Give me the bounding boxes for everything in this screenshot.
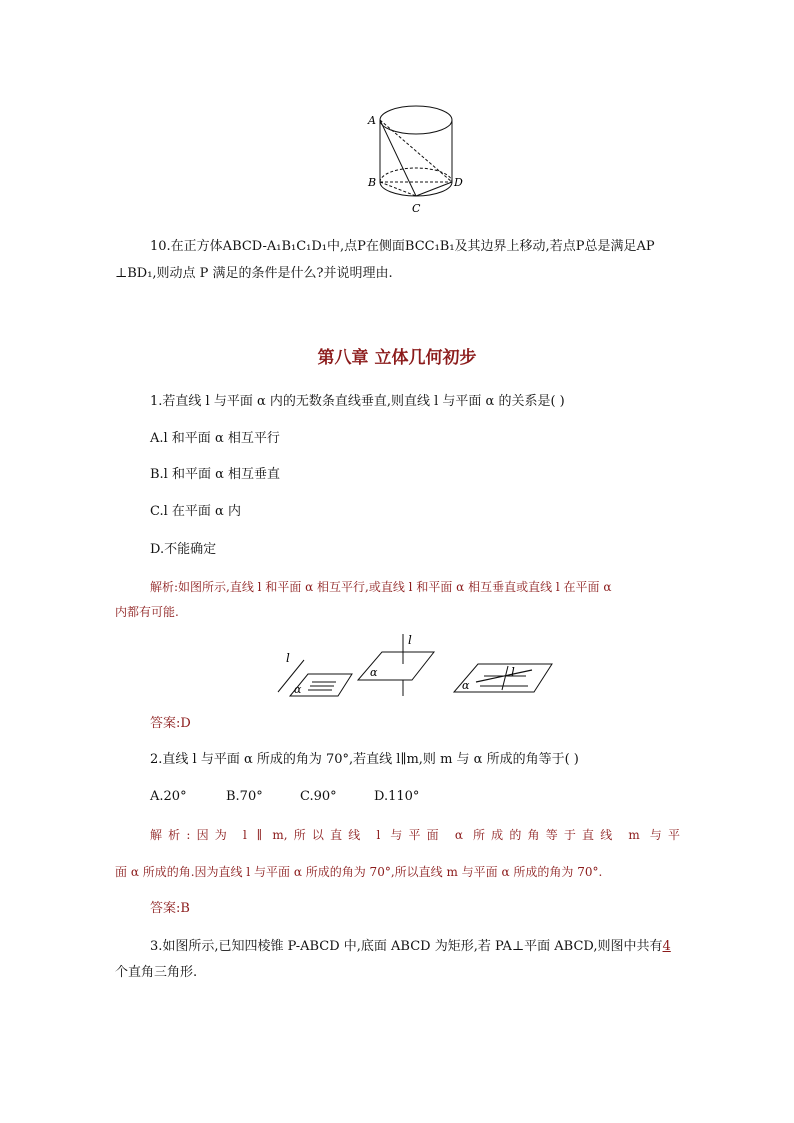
planes-figure <box>270 630 560 706</box>
q3-line2: 个直角三角形. <box>115 965 198 980</box>
q1-answer: 答案:D <box>150 716 191 731</box>
q3-blank-answer: 4 <box>662 939 671 954</box>
q1-option-a: A.l 和平面 α 相互平行 <box>150 431 280 446</box>
q2-analysis-line1: 解析:因为 l ∥ m,所以直线 l 与平面 α 所成的角等于直线 m 与平 <box>150 828 680 842</box>
q10-line1: 10.在正方体ABCD-A₁B₁C₁D₁中,点P在侧面BCC₁B₁及其边界上移动,若点P总是满足AP <box>150 239 655 254</box>
cylinder-label-a: A <box>368 114 376 127</box>
q3-line1 <box>150 938 671 956</box>
planes-line-label-1: l <box>286 651 290 665</box>
planes-alpha-label-1: α <box>294 683 302 696</box>
q3-text: 3.如图所示,已知四棱锥 P-ABCD 中,底面 ABCD 为矩形,若 PA⊥平面 ABCD,则图中共有 <box>150 939 663 954</box>
q1-analysis-line1: 解析:如图所示,直线 l 和平面 α 相互平行,或直线 l 和平面 α 相互垂直或直线 l 在平面 α <box>150 580 612 594</box>
planes-alpha-label-3: α <box>462 679 470 692</box>
q10-line2: ⊥BD₁,则动点 P 满足的条件是什么?并说明理由. <box>115 266 393 281</box>
planes-line-label-2: l <box>408 633 412 647</box>
cylinder-label-d: D <box>454 176 463 189</box>
cylinder-figure <box>362 98 472 220</box>
q2-option-a: A.20° <box>150 789 187 804</box>
planes-line-label-3: l <box>511 665 515 679</box>
cylinder-label-b: B <box>368 176 377 189</box>
q2-answer: 答案:B <box>150 901 190 916</box>
q1-option-d: D.不能确定 <box>150 542 217 557</box>
planes-alpha-label-2: α <box>370 666 378 679</box>
q1-stem: 1.若直线 l 与平面 α 内的无数条直线垂直,则直线 l 与平面 α 的关系是( ) <box>150 394 565 409</box>
q2-option-c: C.90° <box>300 789 337 804</box>
q1-option-b: B.l 和平面 α 相互垂直 <box>150 467 281 482</box>
chapter-title: 第八章 立体几何初步 <box>317 348 477 368</box>
q1-analysis-line2: 内都有可能. <box>115 605 179 619</box>
q2-analysis-line2: 面 α 所成的角.因为直线 l 与平面 α 所成的角为 70°,所以直线 m 与平面 α 所成的角为 70°. <box>115 865 603 879</box>
q2-option-d: D.110° <box>374 789 420 804</box>
q1-option-c: C.l 在平面 α 内 <box>150 504 241 519</box>
q2-stem: 2.直线 l 与平面 α 所成的角为 70°,若直线 l∥m,则 m 与 α 所成的角等于( ) <box>150 752 579 767</box>
cylinder-label-c: C <box>412 202 421 215</box>
q2-option-b: B.70° <box>226 789 263 804</box>
